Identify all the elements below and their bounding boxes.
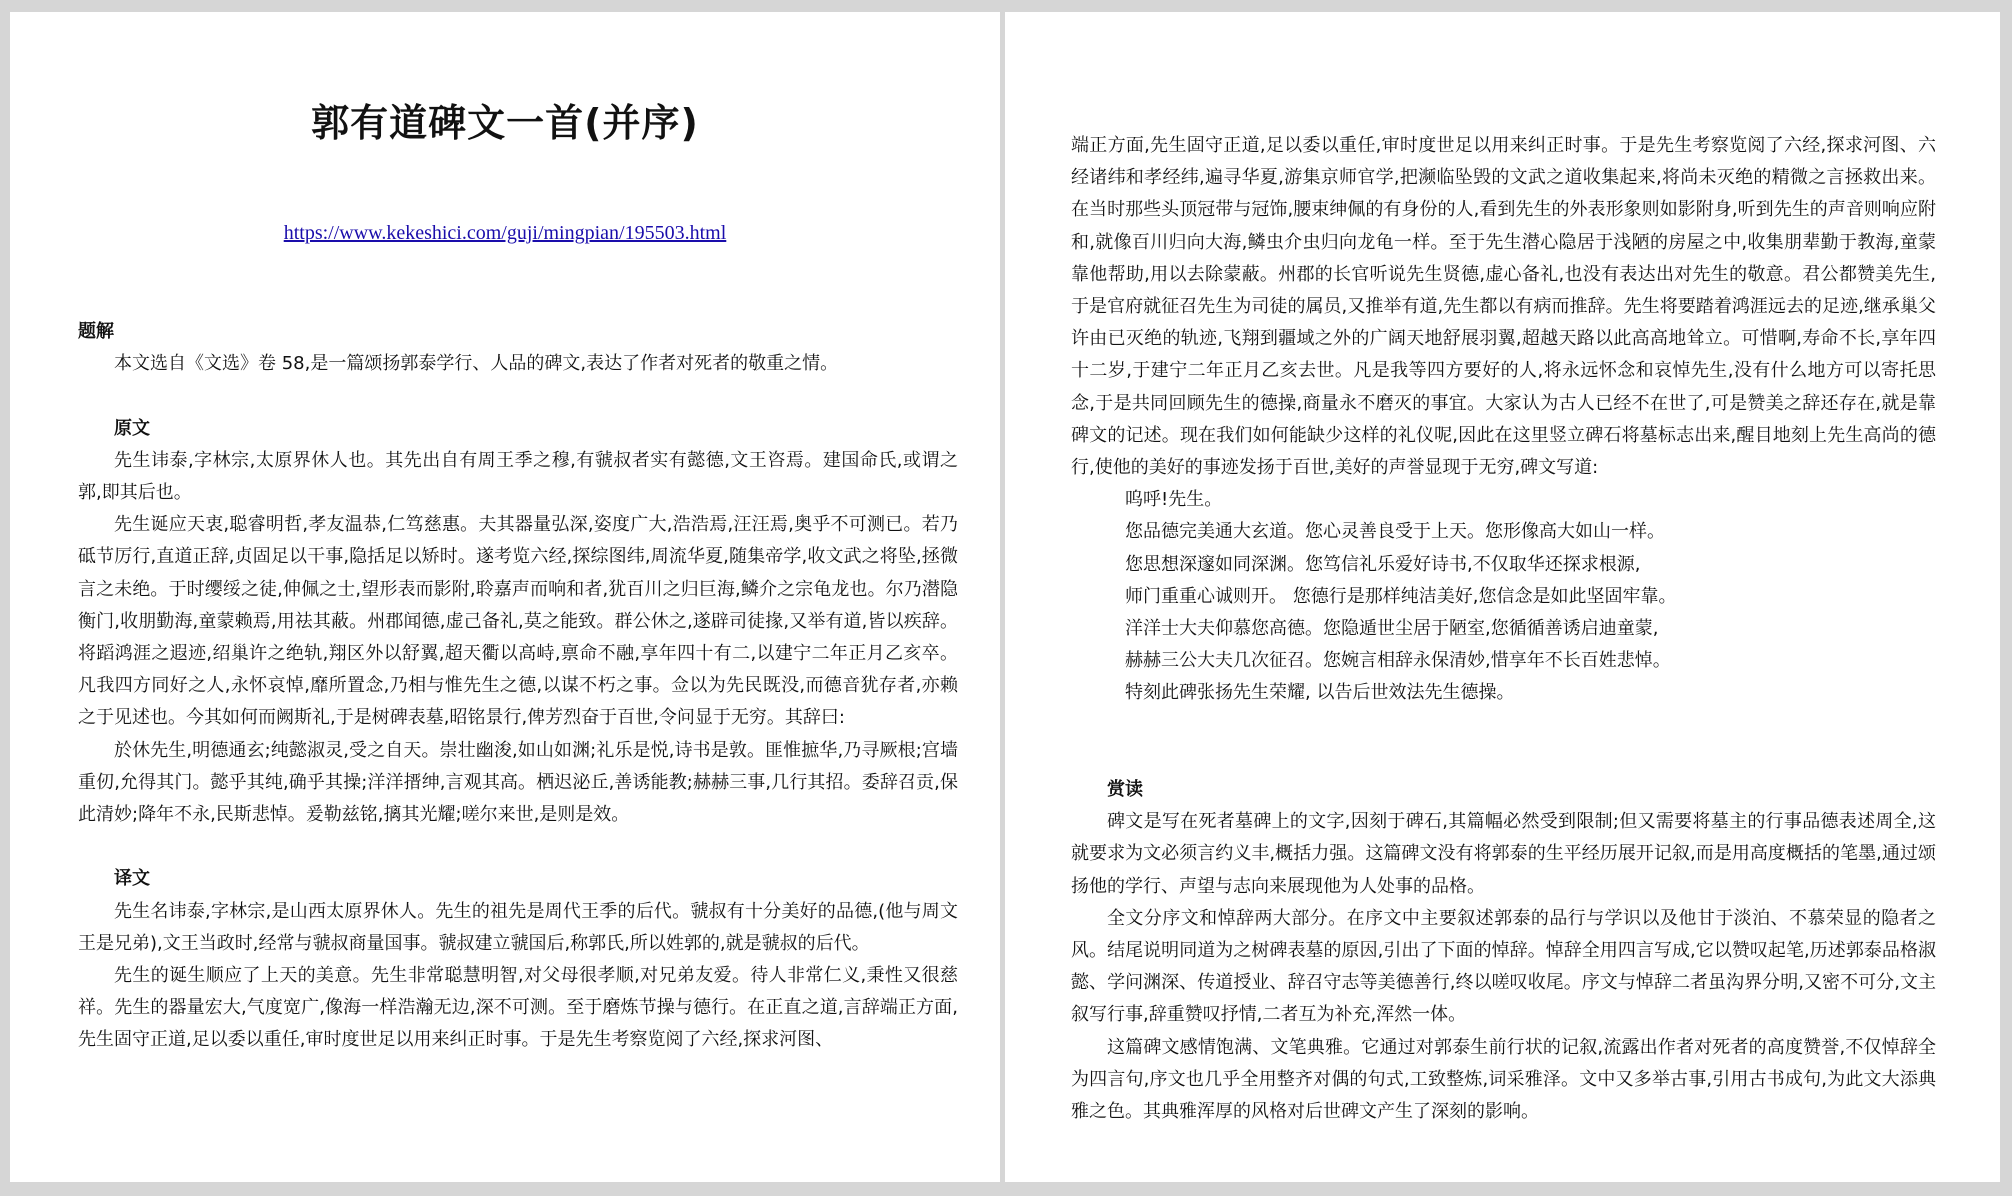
paragraph: 端正方面,先生固守正道,足以委以重任,审时度世足以用来纠正时事。于是先生考察览阅了六经,探求河图、六经诸纬和孝经纬,遍寻华夏,游集京师官学,把濒临坠毁的文武之道收集起来,将尚未灭绝的精微之言拯救出来。在当时那些头顶冠带与冠饰,腰束绅佩的有身份的人,看到先生的外表形象则如影附身,听到先生的声音则响应附和,就像百川归向大海,鳞虫介虫归向龙龟一样。至于先生潜心隐居于浅陋的房屋之中,收集朋辈勤于教海,童蒙靠他帮助,用以去除蒙蔽。州郡的长官听说先生贤德,虚心备礼,也没有表达出对先生的敬意。君公都赞美先生,于是官府就征召先生为司徒的属员,又推举有道,先生都以有病而推辞。先生将要踏着鸿涯远去的足迹,继承巢父许由已灭绝的轨迹,飞翔到疆域之外的广阔天地舒展羽翼,超越天路以此高高地耸立。可惜啊,寿命不长,享年四十二岁,于建宁二年正月乙亥去世。凡是我等四方要好的人,将永远怀念和哀悼先生,没有什么地方可以寄托思念,于是共同回顾先生的德操,商量永不磨灭的事宜。大家认为古人已经不在世了,可是赞美之辞还存在,就是靠碑文的记述。现在我们如何能缺少这样的礼仪呢,因此在这里竖立碑石将墓标志出来,醒目地刻上先生高尚的德行,使他的美好的事迹发扬于百世,美好的声誉显现于无穷,碑文写道: — [1071, 135, 1936, 479]
paragraph: 这篇碑文感情饱满、文笔典雅。它通过对郭泰生前行状的记叙,流露出作者对死者的高度赞誉,不仅悼辞全为四言句,序文也几乎全用整齐对偶的句式,工致整炼,词采雅泽。文中又多举古事,引用古书成句,为此文大添典雅之色。其典雅浑厚的风格对后世碑文产生了深刻的影响。 — [1071, 1036, 1936, 1123]
section-heading-yuanwen: 原文 — [114, 417, 150, 439]
paragraph: 於休先生,明德通玄;纯懿淑灵,受之自天。崇壮幽浚,如山如渊;礼乐是悦,诗书是敦。匪惟摭华,乃寻厥根;宫墙重仞,允得其门。懿乎其纯,确乎其操;洋洋搢绅,言观其高。栖迟泌丘,善诱能教;赫赫三事,几行其招。委辞召贡,保此清妙;降年不永,民斯悲悼。爰勒兹铭,摛其光耀;嗟尔来世,是则是效。 — [78, 739, 958, 826]
paragraph: 先生的诞生顺应了上天的美意。先生非常聪慧明智,对父母很孝顺,对兄弟友爱。待人非常仁义,秉性又很慈祥。先生的器量宏大,气度宽广,像海一样浩瀚无边,深不可测。至于磨炼节操与德行。在正直之道,言辞端正方面,先生固守正道,足以委以重任,审时度世足以用来纠正时事。于是先生考察览阅了六经,探求河图、 — [78, 965, 958, 1051]
section-heading-tijie: 题解 — [78, 321, 114, 342]
document-page-right — [1005, 12, 2000, 1182]
verse-line: 您品德完美通大玄道。您心灵善良受于上天。您形像高大如山一样。 — [1125, 521, 1665, 543]
verse-line: 特刻此碑张扬先生荣耀, 以告后世效法先生德操。 — [1125, 682, 1515, 704]
verse-line: 洋洋士大夫仰慕您高德。您隐遁世尘居于陋室,您循循善诱启迪童蒙, — [1125, 618, 1659, 640]
page-title: 郭有道碑文一首(并序) — [311, 101, 699, 145]
spacer — [1071, 710, 1936, 742]
paragraph: 本文选自《文选》卷 58,是一篇颂扬郭泰学行、人品的碑文,表达了作者对死者的敬重之情。 — [114, 353, 839, 375]
verse-line: 赫赫三公大夫几次征召。您婉言相辞永保清妙,惜享年不长百姓悲悼。 — [1125, 650, 1671, 672]
source-link[interactable]: https://www.kekeshici.com/guji/mingpian/195503.html — [283, 222, 727, 244]
section-heading-shangdu: 赏读 — [1107, 779, 1143, 801]
section-heading-yiwen: 译文 — [114, 868, 150, 890]
left-body-text — [78, 316, 958, 1057]
source-url — [10, 222, 1000, 245]
paragraph: 先生讳泰,字林宗,太原界休人也。其先出自有周王季之穆,有虢叔者实有懿德,文王咨焉。建国命氏,或谓之郭,即其后也。 — [78, 449, 958, 503]
verse-line: 呜呼!先生。 — [1125, 489, 1223, 511]
paragraph: 先生名讳泰,字林宗,是山西太原界休人。先生的祖先是周代王季的后代。虢叔有十分美好的品德,(他与周文王是兄弟),文王当政时,经常与虢叔商量国事。虢叔建立虢国后,称郭氏,所以姓郭的,就是虢叔的后代。 — [78, 900, 958, 954]
paragraph: 先生诞应天衷,聪睿明哲,孝友温恭,仁笃慈惠。夫其器量弘深,姿度广大,浩浩焉,汪汪焉,奥乎不可测已。若乃砥节厉行,直道正辞,贞固足以干事,隐括足以矫时。遂考览六经,探综图纬,周流华夏,随集帝学,收文武之将坠,拯微言之未绝。于时缨绥之徒,伸佩之士,望形表而影附,聆嘉声而响和者,犹百川之归巨海,鳞介之宗龟龙也。尔乃潜隐衡门,收朋勤海,童蒙赖焉,用祛其蔽。州郡闻德,虚己备礼,莫之能致。群公休之,遂辟司徒掾,又举有道,皆以疾辞。将蹈鸿涯之遐迹,绍巢许之绝轨,翔区外以舒翼,超天衢以高峙,禀命不融,享年四十有二,以建宁二年正月乙亥卒。凡我四方同好之人,永怀哀悼,靡所置念,乃相与惟先生之德,以谋不朽之事。佥以为先民既没,而德音犹存者,亦赖之于见述也。今其如何而阙斯礼,于是树碑表墓,昭铭景行,俾芳烈奋于百世,令问显于无穷。其辞曰: — [78, 514, 958, 729]
verse-line: 您思想深邃如同深渊。您笃信礼乐爱好诗书,不仅取华还探求根源, — [1125, 553, 1641, 575]
verse-line: 师门重重心诚则开。 您德行是那样纯洁美好,您信念是如此坚固牢靠。 — [1125, 585, 1677, 607]
paragraph: 碑文是写在死者墓碑上的文字,因刻于碑石,其篇幅必然受到限制;但又需要将墓主的行事品德表述周全,这就要求为文必须言约义丰,概括力强。这篇碑文没有将郭泰的生平经历展开记叙,而是用高度概括的笔墨,通过颂扬他的学行、声望与志向来展现他为人处事的品格。 — [1071, 811, 1936, 897]
right-body-text — [1071, 130, 1936, 1128]
paragraph: 全文分序文和悼辞两大部分。在序文中主要叙述郭泰的品行与学识以及他甘于淡泊、不慕荣显的隐者之风。结尾说明同道为之树碑表墓的原因,引出了下面的悼辞。悼辞全用四言写成,它以赞叹起笔,历述郭泰品格淑懿、学问渊深、传道授业、辞召守志等美德善行,终以嗟叹收尾。序文与悼辞二者虽沟界分明,又密不可分,文主叙写行事,辞重赞叹抒情,二者互为补充,浑然一体。 — [1071, 907, 1936, 1026]
document-page-left — [10, 12, 1000, 1182]
